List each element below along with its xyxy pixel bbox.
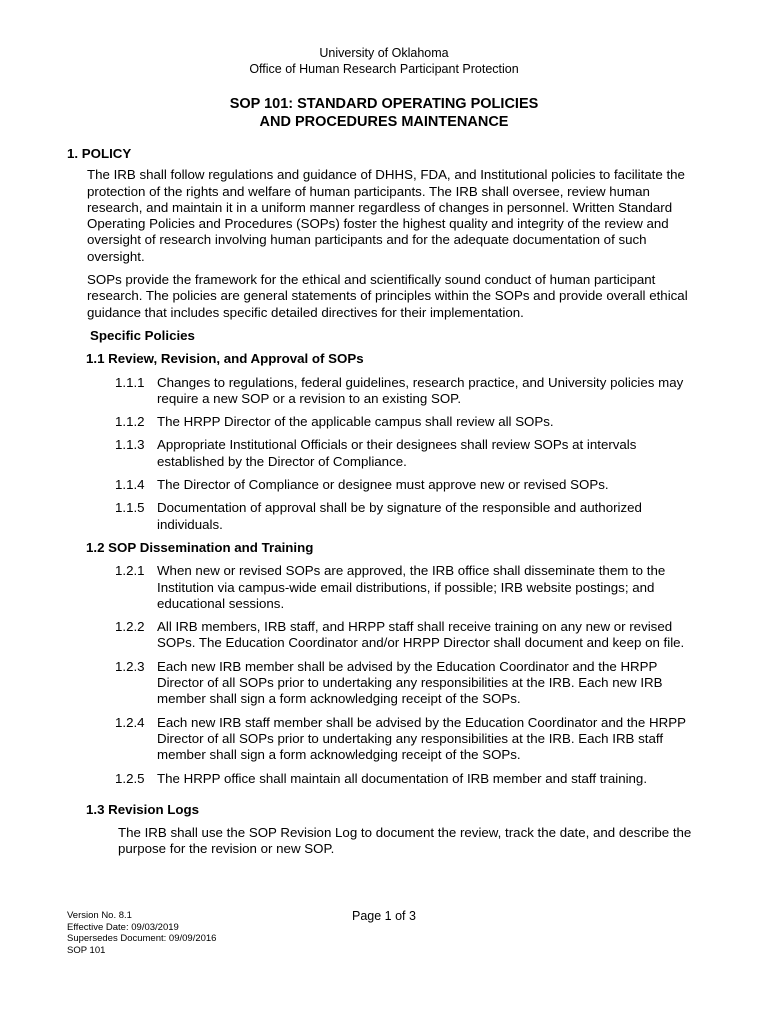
list-item [115, 437, 707, 470]
item-text: Changes to regulations, federal guidelines, research practice, and University policies may require a new SOP or a revision to an existing SOP. [157, 374, 684, 406]
list-item [115, 715, 707, 764]
page-number: Page 1 of 3 [352, 909, 416, 923]
item-text: The Director of Compliance or designee must approve new or revised SOPs. [157, 477, 609, 493]
item-text: The HRPP office shall maintain all documentation of IRB member and staff training. [157, 770, 648, 786]
item-number: 1.1.4 [115, 477, 145, 493]
list-item [115, 477, 707, 493]
policy-heading: 1. POLICY [67, 146, 132, 161]
item-number: 1.2.5 [115, 770, 145, 786]
item-number: 1.2.2 [115, 619, 145, 635]
section-1-3-text: The IRB shall use the SOP Revision Log to document the review, track the date, and describe the purpose for the revision or new SOP. [118, 825, 692, 857]
item-text: When new or revised SOPs are approved, the IRB office shall disseminate them to the Institution via campus-wide email distributions, if possible; IRB website postings; and educational sessions. [157, 563, 666, 611]
footer-sop-id: SOP 101 [67, 944, 106, 956]
item-number: 1.2.3 [115, 658, 145, 674]
item-number: 1.1.3 [115, 437, 145, 453]
section-1-3-heading: 1.3 Revision Logs [86, 801, 200, 817]
item-text: Appropriate Institutional Officials or their designees shall review SOPs at intervals established by the Director of Compliance. [157, 437, 637, 469]
item-number: 1.1.2 [115, 414, 145, 430]
footer-effective-date: Effective Date: 09/03/2019 [67, 921, 179, 933]
item-number: 1.1.5 [115, 500, 145, 516]
footer-version: Version No. 8.1 [67, 910, 132, 921]
document-body [67, 146, 707, 858]
item-text: The HRPP Director of the applicable campus shall review all SOPs. [157, 414, 554, 430]
item-text: Each new IRB staff member shall be advised by the Education Coordinator and the HRPP Director of all SOPs prior to undertaking any responsibilities at the IRB. Each IRB staff member shall sign a form acknowledging receipt of the SOPs. [157, 714, 686, 763]
list-item [115, 659, 707, 708]
page-header [0, 45, 768, 77]
item-number: 1.1.1 [115, 374, 145, 390]
list-item [115, 771, 707, 787]
header-office: Office of Human Research Participant Protection [249, 62, 519, 76]
list-item [115, 414, 707, 430]
header-university: University of Oklahoma [319, 46, 449, 60]
section-1-2-heading: 1.2 SOP Dissemination and Training [86, 539, 314, 555]
list-item [115, 563, 707, 612]
policy-paragraph-1: The IRB shall follow regulations and guidance of DHHS, FDA, and Institutional policies to facilitate the protection of the rights and welfare of human participants. The IRB shall oversee, review human research, and maintain it in a uniform manner regardless of changes in personnel. Written Standard Operating Policies and Procedures (SOPs) foster the highest quality and integrity of the review and oversight of research involving human participants and for the adequate documentation of such oversight. [87, 167, 685, 264]
policy-paragraph-2: SOPs provide the framework for the ethical and scientifically sound conduct of human participant research. The policies are general statements of principles within the SOPs and provide overall ethical guidance that includes specific detailed directives for their implementation. [87, 272, 688, 320]
title-line-2: AND PROCEDURES MAINTENANCE [259, 114, 509, 130]
item-text: Each new IRB member shall be advised by the Education Coordinator and the HRPP Director of all SOPs prior to undertaking any responsibilities at the IRB. Each new IRB member shall sign a form acknowledging receipt of the SOPs. [157, 658, 663, 707]
item-number: 1.2.4 [115, 714, 145, 730]
document-title [0, 95, 768, 131]
item-text: Documentation of approval shall be by signature of the responsible and authorized individuals. [157, 500, 642, 532]
specific-policies-heading: Specific Policies [90, 327, 195, 343]
footer-supersedes: Supersedes Document: 09/09/2016 [67, 933, 217, 944]
title-line-1: SOP 101: STANDARD OPERATING POLICIES [229, 96, 539, 112]
section-1-1-heading: 1.1 Review, Revision, and Approval of SOPs [86, 351, 364, 367]
list-item [115, 500, 707, 533]
item-text: All IRB members, IRB staff, and HRPP staff shall receive training on any new or revised SOPs. The Education Coordinator and/or HRPP Director shall document and keep on file. [157, 619, 685, 651]
list-item [115, 619, 707, 652]
item-number: 1.2.1 [115, 563, 145, 579]
list-item [115, 375, 707, 408]
